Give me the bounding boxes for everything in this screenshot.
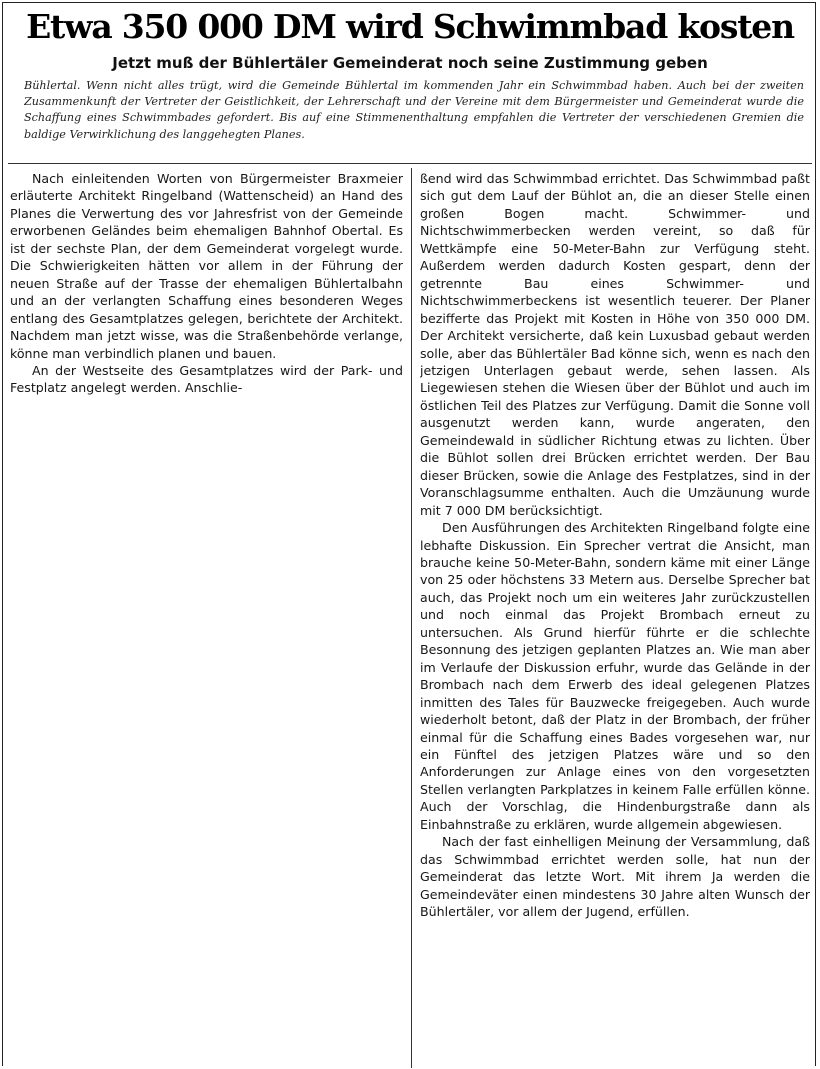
body-paragraph: An der Westseite des Gesamtplatzes wird der Park- und Festplatz angelegt werden. Anschlie- (10, 362, 403, 396)
body-paragraph: ßend wird das Schwimmbad errichtet. Das Schwimmbad paßt sich gut dem Lauf der Bühlot an, die an dieser Stelle einen großen Bogen macht. Schwimmer- und Nichtschwimmerbecken werden vereint, so daß für Wettkämpfe eine 50-Meter-Bahn zur Verfügung steht. Außerdem werden dadurch Kosten gespart, denn der getrennte Bau eines Schwimmer- und Nichtschwimmerbeckens ist wesentlich teuerer. Der Planer bezifferte das Projekt mit Kosten in Höhe von 350 000 DM. Der Architekt versicherte, daß kein Luxusbad gebaut werden solle, aber das Bühlertäler Bad könne sich, wenn es nach den jetzigen Unterlagen gebaut werde, sehen lassen. Als Liegewiesen stehen die Wiesen über der Bühlot und auch im östlichen Teil des Platzes zur Verfügung. Damit die Sonne voll ausgenutzt werden kann, wurde angeraten, den Gemeindewald in südlicher Richtung etwas zu lichten. Über die Bühlot sollen drei Brücken errichtet werden. Der Bau dieser Brücken, sowie die Anlage des Festplatzes, sind in der Voranschlagsumme enthalten. Auch die Umzäunung wurde mit 7 000 DM berücksichtigt. (420, 171, 810, 518)
headline: Etwa 350 000 DM wird Schwimmbad kosten (26, 7, 794, 46)
lead-divider (8, 163, 812, 164)
left-column (10, 170, 403, 470)
lead-paragraph: Bühlertal. Wenn nicht alles trügt, wird die Gemeinde Bühlertal im kommenden Jahr ein Schwimmbad haben. Auch bei der zweiten Zusammenkunft der Vertreter der Geistlichkeit, der Lehrerschaft und der Vereine mit dem Bürgermeister und Gemeinderat wurde die Schaffung eines Schwimmbades gefordert. Bis auf eine Stimmenenthaltung empfahlen die Vertreter der verschiedenen Gremien die baldige Verwirklichung des langgehegten Planes. (24, 79, 804, 141)
column-divider (411, 168, 412, 1068)
body-paragraph: Nach der fast einhelligen Meinung der Versammlung, daß das Schwimmbad errichtet werden solle, hat nun der Gemeinderat das letzte Wort. Mit ihrem Ja werden die Gemeindeväter einen mindestens 30 Jahre alten Wunsch der Bühlertäler, vor allem der Jugend, erfüllen. (420, 834, 810, 920)
body-paragraph: Den Ausführungen des Architekten Ringelband folgte eine lebhafte Diskussion. Ein Sprecher vertrat die Ansicht, man brauche keine 50-Meter-Bahn, sondern käme mit einer Länge von 25 oder höchstens 33 Metern aus. Derselbe Sprecher bat auch, das Projekt noch um ein weiteres Jahr zurückzustellen und noch einmal das Projekt Brombach erneut zu untersuchen. Als Grund hierfür führte er die schlechte Besonnung des jetzigen geplanten Platzes an. Wie man aber im Verlaufe der Diskussion erfuhr, wurde das Gelände in der Brombach nach dem Erwerb des ideal gelegenen Platzes inmitten des Tales für Bauzwecke freigegeben. Auch wurde wiederholt betont, daß der Platz in der Brombach, der früher einmal für die Schaffung eines Bades vorgesehen war, nur ein Fünftel des jetzigen Platzes wäre und so den Anforderungen zur Anlage eines von den vorgesetzten Stellen verlangten Parkplatzes in keinem Falle erfüllen könne. Auch der Vorschlag, die Hindenburgstraße dann als Einbahnstraße zu erklären, wurde allgemein abgewiesen. (420, 520, 810, 832)
subheadline: Jetzt muß der Bühlertäler Gemeinderat noch seine Zustimmung geben (112, 54, 708, 72)
body-paragraph: Nach einleitenden Worten von Bürgermeister Braxmeier erläuterte Architekt Ringelband (Wattenscheid) an Hand des Planes die Verwertung des vor Jahresfrist von der Gemeinde erworbenen Geländes beim ehemaligen Bahnhof Obertal. Es ist der sechste Plan, der dem Gemeinderat vorgelegt wurde. Die Schwierigkeiten hätten vor allem in der Führung der neuen Straße auf der Trasse der ehemaligen Bühlertalbahn und an der verlangten Schaffung eines besonderen Weges entlang des Gesamtplatzes gelegen, berichtete der Architekt. Nachdem man jetzt wisse, was die Straßenbehörde verlange, könne man verbindlich planen und bauen. (10, 171, 403, 361)
right-column (420, 170, 810, 1065)
